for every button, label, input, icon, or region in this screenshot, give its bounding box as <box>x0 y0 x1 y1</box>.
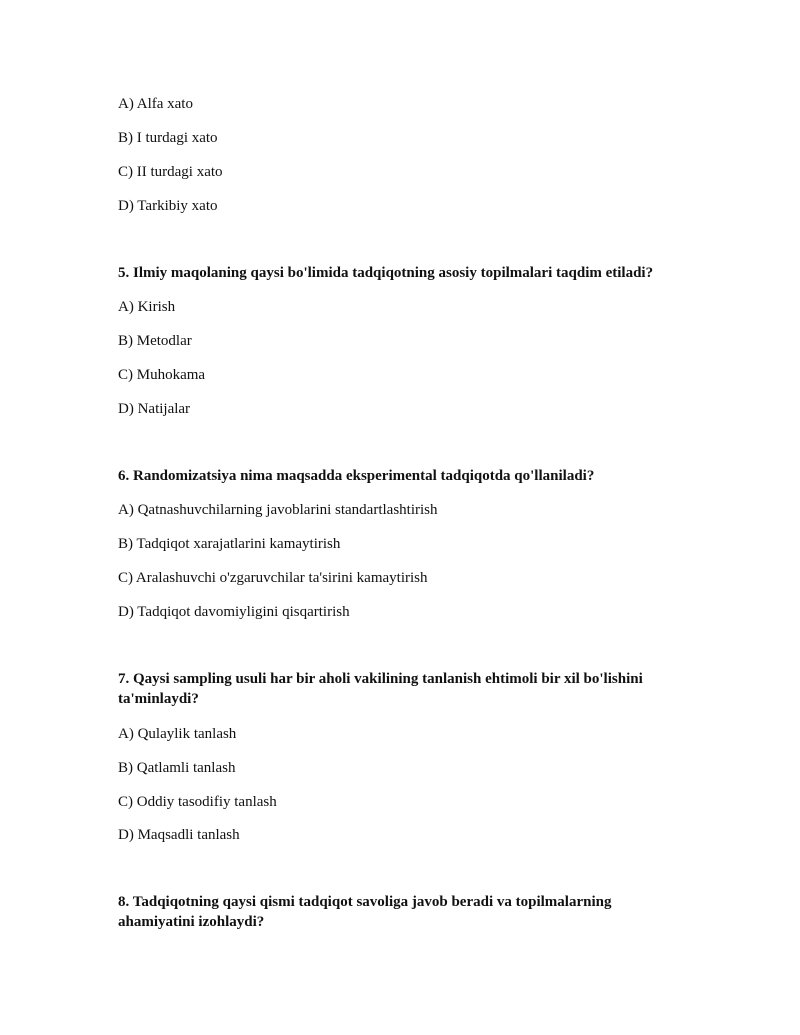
answer-option: C) Oddiy tasodifiy tanlash <box>118 794 277 810</box>
question-text: 7. Qaysi sampling usuli har bir aholi vakilining tanlanish ehtimoli bir xil bo'lishini ta'minlaydi? <box>118 671 643 707</box>
answer-option: B) Qatlamli tanlash <box>118 760 236 776</box>
answer-option: B) Metodlar <box>118 333 192 349</box>
answer-option: B) Tadqiqot xarajatlarini kamaytirish <box>118 536 341 552</box>
question-text: 5. Ilmiy maqolaning qaysi bo'limida tadqiqotning asosiy topilmalari taqdim etiladi? <box>118 265 654 281</box>
question-text: 8. Tadqiqotning qaysi qismi tadqiqot savoliga javob beradi va topilmalarning ahamiyatini izohlaydi? <box>118 894 612 930</box>
answer-option: A) Kirish <box>118 299 176 315</box>
question-text: 6. Randomizatsiya nima maqsadda eksperimental tadqiqotda qo'llaniladi? <box>118 468 595 484</box>
answer-option: A) Alfa xato <box>118 96 193 112</box>
answer-option: D) Natijalar <box>118 401 191 417</box>
answer-option: C) Aralashuvchi o'zgaruvchilar ta'sirini kamaytirish <box>118 570 428 586</box>
answer-option: D) Maqsadli tanlash <box>118 827 240 843</box>
answer-option: B) I turdagi xato <box>118 130 218 146</box>
answer-option: A) Qulaylik tanlash <box>118 726 237 742</box>
answer-option: C) Muhokama <box>118 367 206 383</box>
answer-option: A) Qatnashuvchilarning javoblarini standartlashtirish <box>118 502 438 518</box>
answer-option: C) II turdagi xato <box>118 164 223 180</box>
answer-option: D) Tarkibiy xato <box>118 198 218 214</box>
answer-option: D) Tadqiqot davomiyligini qisqartirish <box>118 604 350 620</box>
